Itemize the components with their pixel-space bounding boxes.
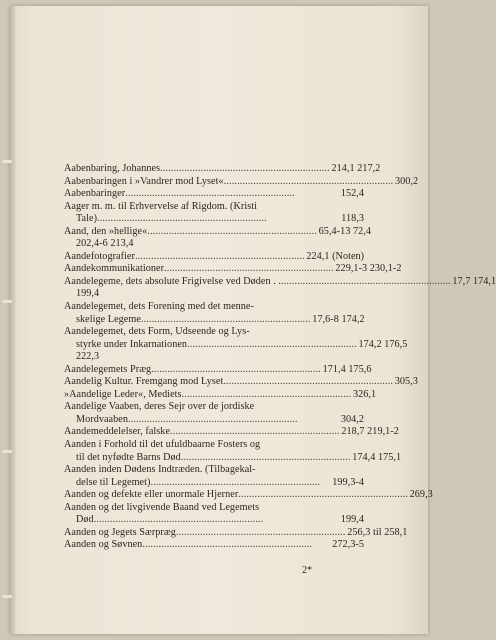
- dot-leader: [187, 339, 355, 352]
- dot-leader: [142, 539, 329, 552]
- dot-leader: [224, 176, 392, 189]
- index-term: Aanden inden Dødens Indtræden. (Tilbagekal-: [64, 464, 256, 476]
- index-term: Mordvaaben: [76, 413, 128, 425]
- index-entry: [64, 502, 364, 515]
- index-term: Død: [76, 514, 94, 526]
- index-entry: [64, 376, 418, 389]
- index-pages: 272,3-5: [332, 539, 364, 551]
- index-term: Aabenbaringen i »Vandrer mod Lyset«: [64, 175, 224, 187]
- index-term: Aandelig Kultur. Fremgang mod Lyset: [64, 376, 224, 388]
- index-entry: [64, 426, 399, 439]
- index-entry: [64, 363, 372, 377]
- index-term: Aandelige Vaaben, deres Sejr over de jordiske: [64, 401, 255, 413]
- index-term: delse til Legemet): [76, 476, 151, 488]
- index-entry: [64, 489, 433, 502]
- index-entry: [64, 326, 364, 339]
- index-pages: 171,4 175,6: [322, 363, 372, 375]
- dot-leader: [151, 364, 319, 377]
- binding-stitch: [2, 450, 12, 453]
- index-entry: [64, 351, 364, 364]
- index-entry: [64, 188, 364, 201]
- index-term: 202,4-6 213,4: [76, 238, 134, 250]
- index-term: Tale): [76, 213, 98, 225]
- index-term: Aabenbaring, Johannes: [64, 163, 161, 174]
- index-pages: 218,7 219,1-2: [341, 426, 399, 438]
- index-entry: [64, 338, 408, 352]
- index-entry: [64, 251, 364, 264]
- binding-stitch: [2, 300, 12, 303]
- dot-leader: [281, 276, 449, 289]
- dot-leader: [182, 389, 350, 402]
- index-term: Aanden og Jegets Særpræg: [64, 526, 176, 538]
- index-pages: 17,7 174,1: [452, 275, 496, 287]
- dot-leader: [147, 226, 315, 239]
- index-term: Aand, den »hellige«: [64, 225, 148, 237]
- index-term: Aandelegemet, dets Form, Udseende og Lys-: [64, 326, 250, 338]
- dot-leader: [128, 414, 338, 427]
- index-pages: 152,4: [340, 188, 364, 200]
- index-pages: 199,3-4: [332, 476, 364, 488]
- dot-leader: [170, 426, 338, 439]
- index-pages: 256,3 til 258,1: [347, 526, 408, 538]
- dot-leader: [150, 477, 329, 490]
- index-list: [64, 163, 496, 552]
- index-pages: 118,3: [341, 213, 364, 225]
- dot-leader: [181, 452, 349, 465]
- index-term: skelige Legeme: [76, 313, 141, 325]
- index-term: Aabenbaringer: [64, 188, 126, 200]
- index-entry: [64, 401, 364, 414]
- index-term: Aandemeddelelser, falske: [64, 426, 171, 438]
- index-pages: 65,4-13 72,4: [318, 225, 372, 237]
- index-pages: 224,1 (Noten): [306, 250, 365, 262]
- index-entry: [64, 414, 364, 427]
- index-term: styrke under Inkarnationen: [76, 338, 188, 350]
- index-entry: [64, 213, 364, 226]
- index-entry: [64, 275, 496, 289]
- index-term: Aandelegemet, dets Forening med det menne-: [64, 301, 254, 313]
- page-signature: 2*: [302, 565, 312, 576]
- index-pages: 199,4: [340, 514, 364, 526]
- index-pages: 326,1: [352, 388, 377, 400]
- dot-leader: [238, 489, 406, 502]
- index-pages: 304,2: [340, 413, 364, 425]
- index-term: Aanden og Søvnen: [64, 539, 143, 551]
- index-term: Aandelegemets Præg: [64, 363, 152, 375]
- index-term: Aanden i Forhold til det ufuldbaarne Fosters og: [64, 439, 261, 451]
- index-entry: [64, 388, 377, 402]
- index-pages: 214,1 217,2: [331, 163, 381, 174]
- index-pages: 269,3: [409, 489, 433, 501]
- dot-leader: [141, 314, 309, 327]
- dot-leader: [160, 163, 328, 176]
- index-entry: [64, 464, 364, 477]
- index-term: Aager m. m. til Erhvervelse af Rigdom. (Kristi: [64, 200, 257, 212]
- index-term: til det nyfødte Barns Død: [76, 451, 181, 463]
- binding-stitch: [2, 595, 12, 598]
- dot-leader: [94, 514, 338, 527]
- page-binding: [10, 6, 16, 634]
- index-entry: [64, 163, 381, 176]
- index-entry: [64, 439, 364, 452]
- index-entry: [64, 301, 364, 314]
- index-entry: [64, 514, 364, 527]
- dot-leader: [135, 251, 303, 264]
- index-entry: [64, 201, 364, 214]
- index-term: 222,3: [76, 351, 100, 363]
- index-pages: 17,6-8 174,2: [312, 313, 365, 325]
- index-entry: [64, 451, 402, 465]
- index-term: Aanden og det livgivende Baand ved Legemets: [64, 501, 260, 513]
- index-pages: 174,2 176,5: [358, 338, 408, 350]
- dot-leader: [97, 213, 338, 226]
- index-entry: [64, 238, 364, 251]
- index-entry: [64, 314, 364, 327]
- index-entry: [64, 288, 364, 301]
- index-pages: 174,4 175,1: [352, 451, 402, 463]
- binding-stitch: [2, 160, 12, 163]
- dot-leader: [176, 527, 344, 540]
- dot-leader: [164, 263, 332, 276]
- index-term: 199,4: [76, 288, 100, 300]
- index-entry: [64, 539, 364, 552]
- index-entry: [64, 477, 364, 490]
- index-pages: 305,3: [394, 376, 418, 388]
- dot-leader: [223, 376, 391, 389]
- index-term: Aandelegeme, dets absolute Frigivelse ved Døden . .: [64, 275, 281, 287]
- index-entry: [64, 175, 419, 189]
- index-pages: 229,1-3 230,1-2: [335, 263, 402, 275]
- index-entry: [64, 526, 408, 540]
- index-entry: [64, 263, 402, 276]
- index-pages: 300,2: [394, 175, 419, 187]
- index-entry: [64, 225, 372, 239]
- index-term: Aanden og defekte eller unormale Hjerner: [64, 489, 239, 501]
- index-term: Aandekommunikationer: [64, 263, 165, 275]
- index-term: »Aandelige Leder«, Mediets: [64, 388, 182, 400]
- dot-leader: [125, 188, 338, 201]
- index-term: Aandefotografier: [64, 250, 135, 262]
